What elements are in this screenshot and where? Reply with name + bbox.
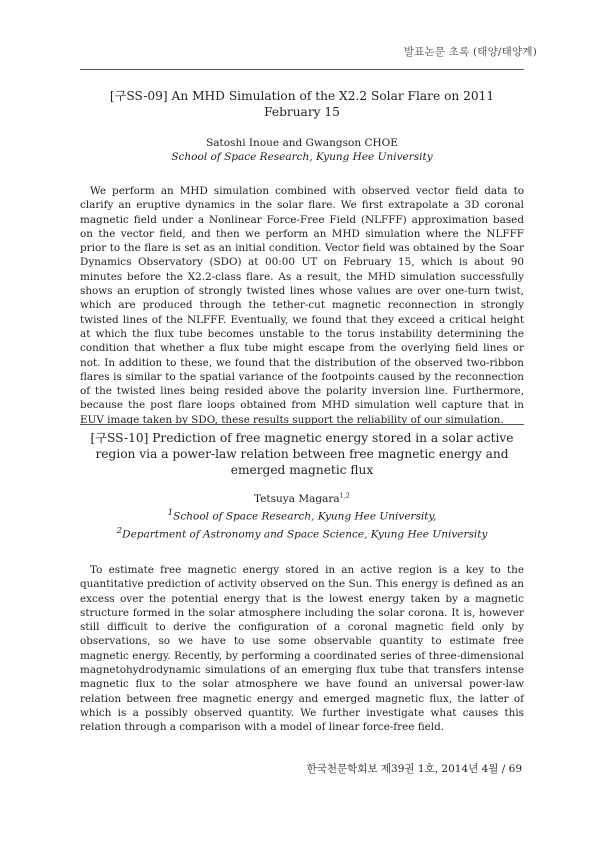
page-footer: 한국천문학회보 제39권 1호, 2014년 4월 / 69	[306, 763, 522, 775]
abstract-affiliation-2	[80, 524, 524, 542]
affiliation-superscript: 1	[167, 508, 174, 518]
affiliation-text: Department of Astronomy and Space Science, Kyung Hee University	[122, 528, 488, 540]
affiliation-text: School of Space Research, Kyung Hee University,	[173, 510, 437, 523]
section-divider	[80, 424, 524, 425]
abstract-body: To estimate free magnetic energy stored in an active region is a key to the quantitative prediction of activity observed on the Sun. This energy is defined as an excess over the potential energy that is the lowest energy taken by a magnetic structure formed in the solar atmosphere including the solar corona. It is, however still difficult to derive the configuration of a coronal magnetic field only by observations, so we have to use some observable quantity to estimate free magnetic energy. Recently, by performing a coordinated series of three-dimensional magnetohydrodynamic simulations of an emerging flux tube that transfers intense magnetic flux to the solar atmosphere we have found an universal power-law relation between free magnetic energy and emerged magnetic flux, the latter of which is a possibly observed quantity. We further investigate what causes this relation through a comparison with a model of linear force-free field.	[80, 564, 524, 734]
abstract-authors	[80, 492, 524, 506]
author-name: Tetsuya Magara	[254, 493, 340, 505]
abstract-title: [구SS-09] An MHD Simulation of the X2.2 Solar Flare on 2011 February 15	[109, 89, 495, 119]
top-divider	[80, 69, 524, 70]
running-head: 발표논문 초록 (태양/태양계)	[403, 46, 537, 58]
abstract-authors: Satoshi Inoue and Gwangson CHOE	[206, 137, 398, 149]
abstract-ss09	[80, 88, 524, 437]
abstract-affiliation-1	[80, 506, 524, 524]
author-superscript: 1,2	[339, 491, 350, 500]
abstract-body: We perform an MHD simulation combined with observed vector field data to clarify an eruptive dynamics in the solar flare. We first extrapolate a 3D coronal magnetic field under a Nonlinear Force-Free Field (NLFFF) approximation based on the vector field, and then we perform an MHD simulation where the NLFFF prior to the flare is set as an initial condition. Vector field was obtained by the Soar Dynamics Observatory (SDO) at 00:00 UT on February 15, which is about 90 minutes before the X2.2-class flare. As a result, the MHD simulation successfully shows an eruption of strongly twisted lines whose values are over one-turn twist, which are produced through the tether-cut magnetic reconnection in strongly twisted lines of the NLFFF. Eventually, we found that they exceed a critical height at which the flux tube becomes unstable to the torus instability determining the condition that whether a flux tube might escape from the overlying field lines or not. In addition to these, we found that the distribution of the observed two-ribbon flares is similar to the spatial variance of the footpoints caused by the reconnection of the twisted lines being resided above the polarity inversion line. Furthermore, because the post flare loops obtained from MHD simulation well capture that in EUV image taken by SDO, these results support the reliability of our simulation.	[80, 185, 524, 426]
affiliation-superscript: 2	[116, 525, 123, 536]
abstract-ss10	[80, 430, 524, 745]
abstract-title: [구SS-10] Prediction of free magnetic energy stored in a solar active region via a power-law relation between free magnetic energy and emerged magnetic flux	[90, 431, 514, 477]
abstract-affiliation: School of Space Research, Kyung Hee University	[171, 151, 433, 163]
